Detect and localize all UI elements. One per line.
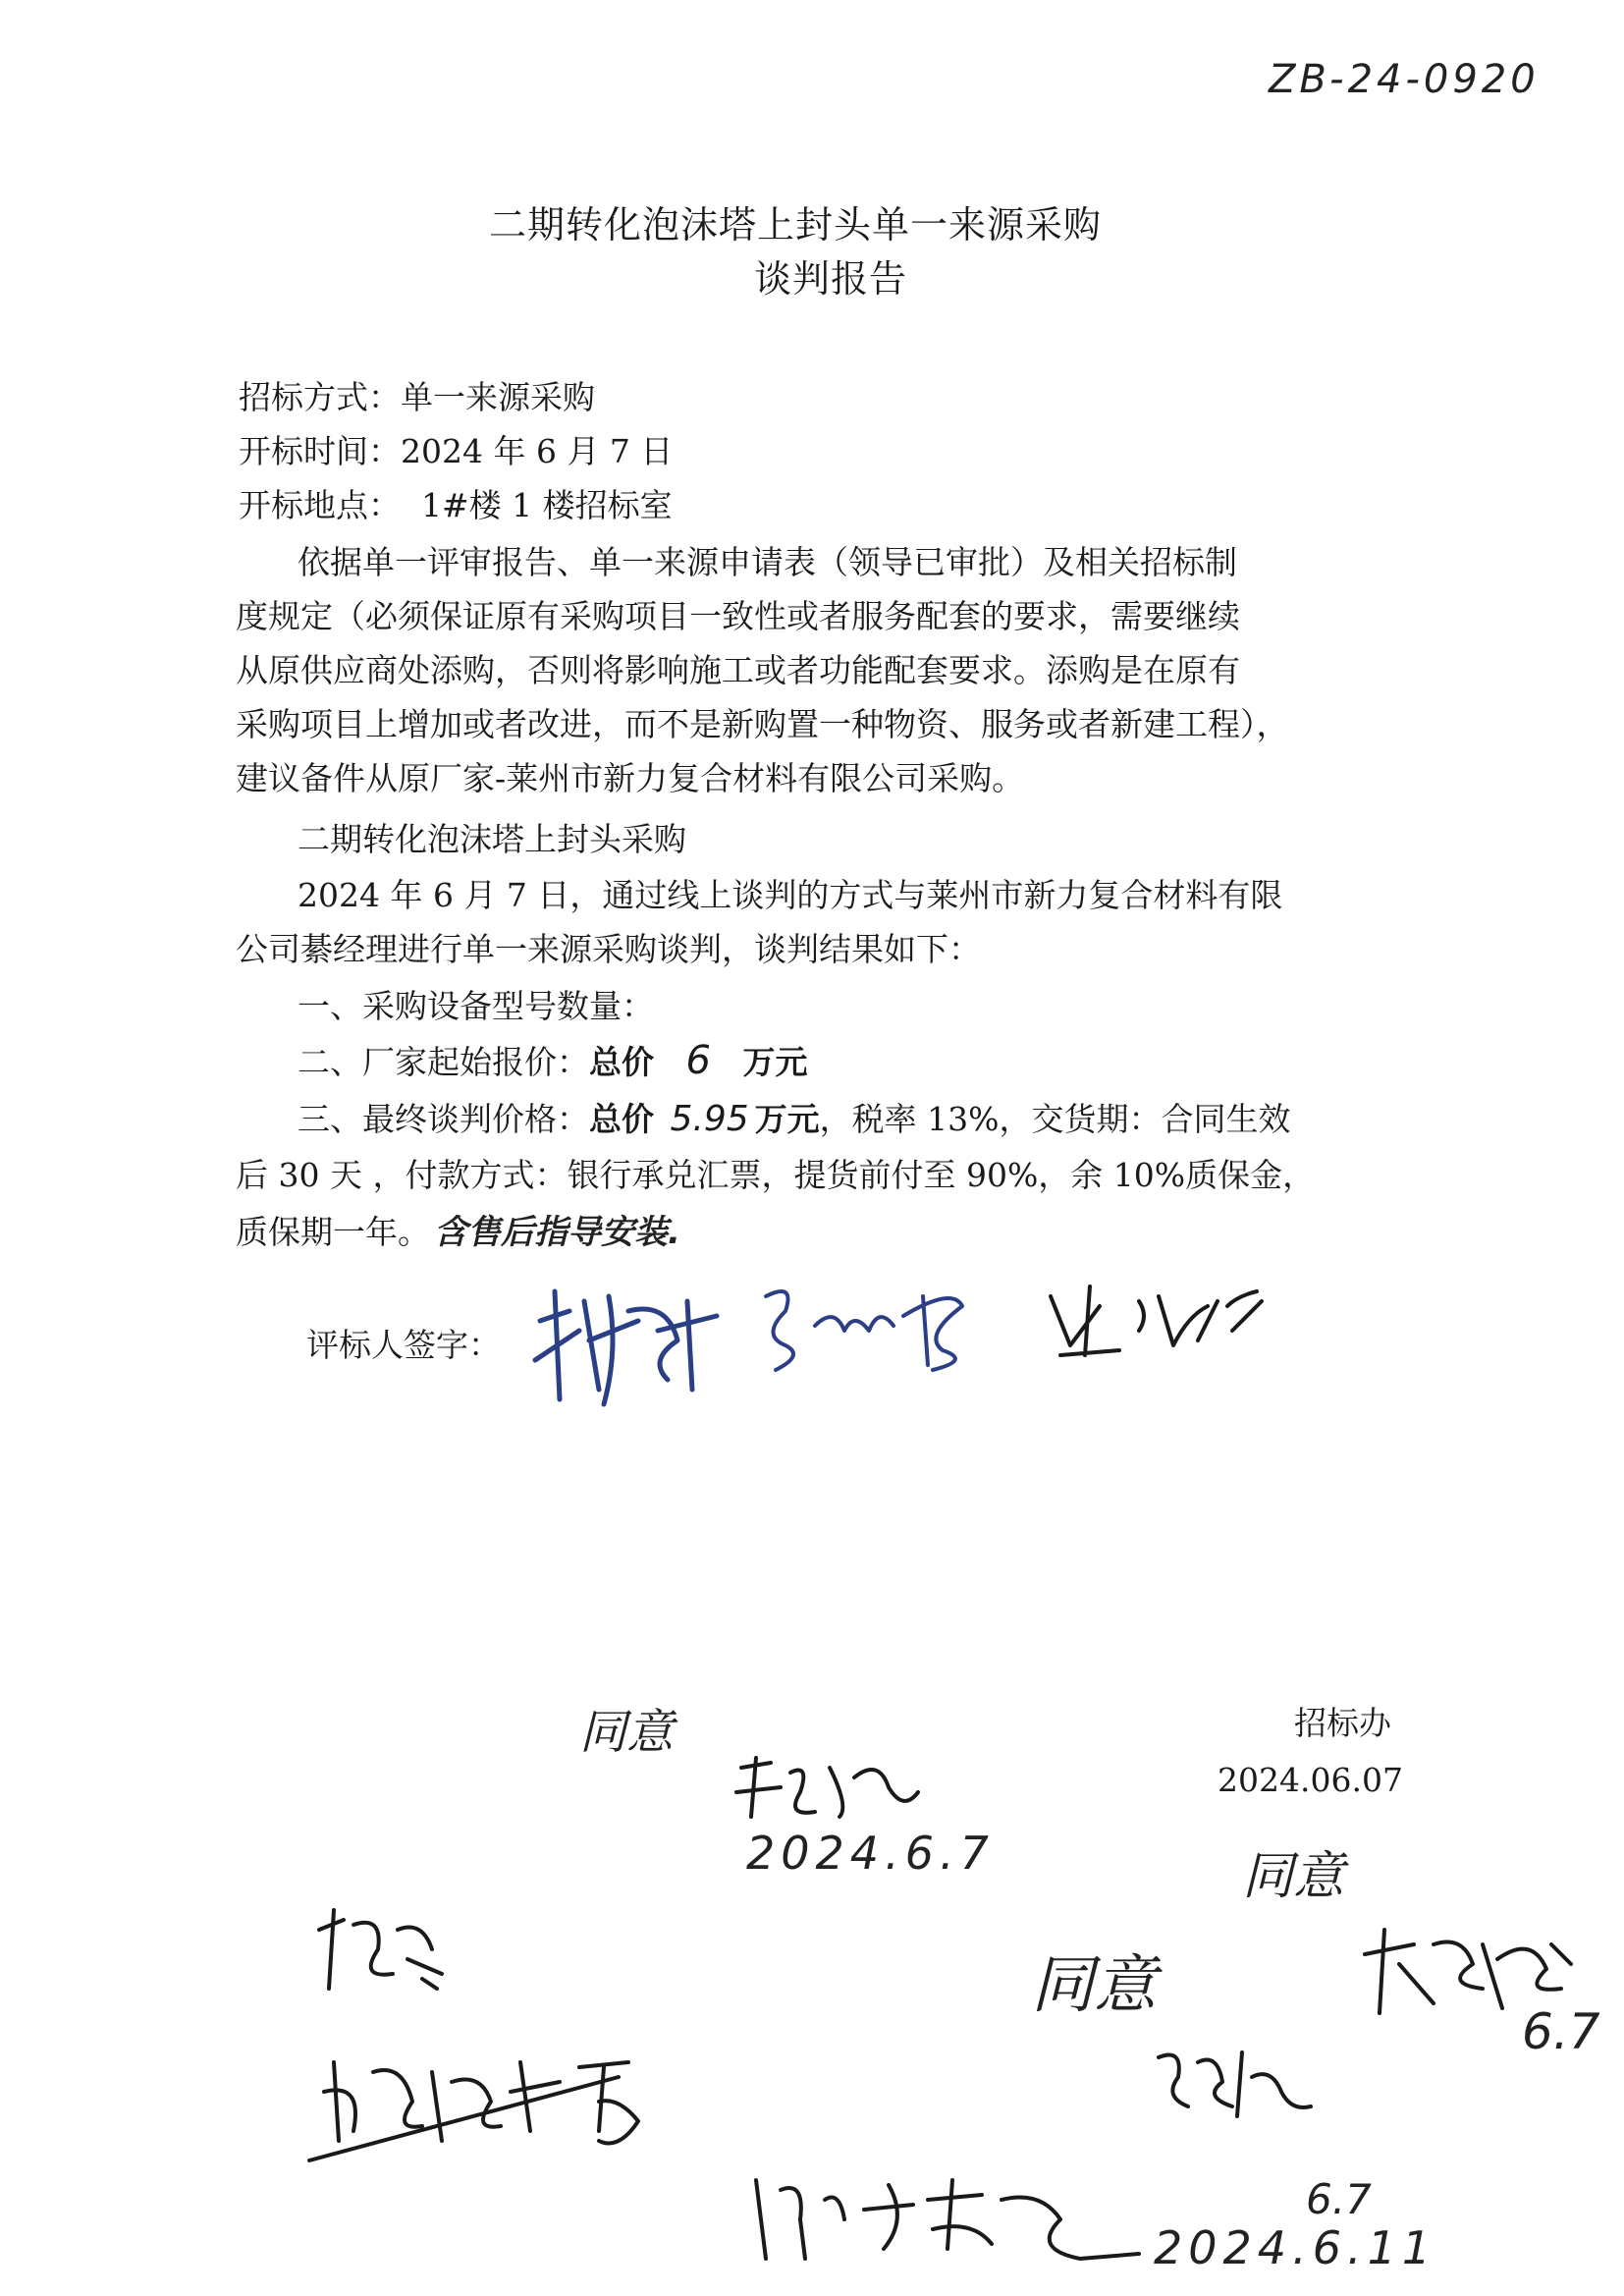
evaluator-signature-2: [756, 1277, 982, 1385]
initial-quote-value: 6: [685, 1038, 711, 1083]
paragraph-basis-line-3: 从原供应商处添购，否则将影响施工或者功能配套要求。添购是在原有: [236, 651, 1240, 689]
evaluator-signature-label: 评标人签字：: [306, 1326, 501, 1364]
procurement-item-title: 二期转化泡沫塔上封头采购: [298, 820, 686, 858]
bidding-time: 开标时间：2024 年 6 月 7 日: [239, 432, 674, 470]
paragraph-basis-line-1: 依据单一评审报告、单一来源申请表（领导已审批）及相关招标制: [298, 543, 1237, 581]
approval-date-1: 2024.6.7: [746, 1827, 995, 1880]
approver-signature-6: [746, 2160, 1159, 2278]
document-number: ZB-24-0920: [1269, 57, 1540, 102]
footer-date: 2024.06.07: [1218, 1761, 1403, 1799]
report-title: 二期转化泡沫塔上封头单一来源采购: [489, 203, 1103, 246]
final-price-total-label: 总价: [589, 1100, 654, 1138]
paragraph-basis-line-2: 度规定（必须保证原有采购项目一致性或者服务配套的要求，需要继续: [236, 597, 1240, 635]
evaluator-signature-3: [1041, 1277, 1267, 1365]
footer-office: 招标办: [1294, 1704, 1391, 1742]
negotiation-line-1: 2024 年 6 月 7 日，通过线上谈判的方式与莱州市新力复合材料有限: [298, 876, 1283, 914]
report-subtitle: 谈判报告: [754, 257, 908, 301]
final-price-value: 5.95: [670, 1099, 749, 1139]
final-price-terms: ，税率 13%，交货期：合同生效: [819, 1100, 1291, 1138]
paragraph-basis-line-5: 建议备件从原厂家-莱州市新力复合材料有限公司采购。: [236, 759, 1025, 797]
approval-date-4: 2024.6.11: [1154, 2221, 1437, 2274]
approver-signature-5: [295, 2023, 677, 2180]
item-initial-quote: [298, 1036, 807, 1087]
approver-signature-3: [1144, 2038, 1321, 2126]
approval-date-3: 6.7: [1306, 2175, 1372, 2223]
approval-date-2: 6.7: [1522, 2003, 1600, 2060]
final-price-label: 三、最终谈判价格：: [298, 1100, 589, 1138]
approval-text-2: 同意: [1031, 1949, 1157, 2022]
handwritten-installation-note: 含售后指导安装.: [434, 1213, 680, 1252]
paragraph-basis-line-4: 采购项目上增加或者改进，而不是新购置一种物资、服务或者新建工程），: [236, 705, 1289, 743]
evaluator-signature-1: [530, 1282, 727, 1419]
item-equipment-quantity: 一、采购设备型号数量：: [298, 987, 654, 1025]
final-price-unit: 万元: [754, 1100, 820, 1138]
approval-text-3: 同意: [1242, 1847, 1345, 1906]
final-price-line-2: 后 30 天 ，付款方式：银行承兑汇票，提货前付至 90%，余 10%质保金，: [236, 1156, 1316, 1194]
approver-signature-1: [731, 1748, 928, 1827]
bidding-method: 招标方式：单一来源采购: [239, 378, 595, 416]
bidding-place: 开标地点： 1#楼 1 楼招标室: [239, 486, 673, 524]
approver-signature-4: [304, 1900, 452, 1998]
initial-quote-total-label: 总价: [589, 1043, 654, 1081]
initial-quote-label: 二、厂家起始报价：: [298, 1043, 589, 1081]
item-final-price: [298, 1095, 1291, 1144]
negotiation-line-2: 公司綦经理进行单一来源采购谈判，谈判结果如下：: [236, 930, 981, 968]
final-price-line-3: [236, 1208, 680, 1257]
warranty-period: 质保期一年。: [236, 1213, 430, 1251]
initial-quote-unit: 万元: [742, 1043, 808, 1081]
approval-text-1: 同意: [579, 1705, 675, 1760]
